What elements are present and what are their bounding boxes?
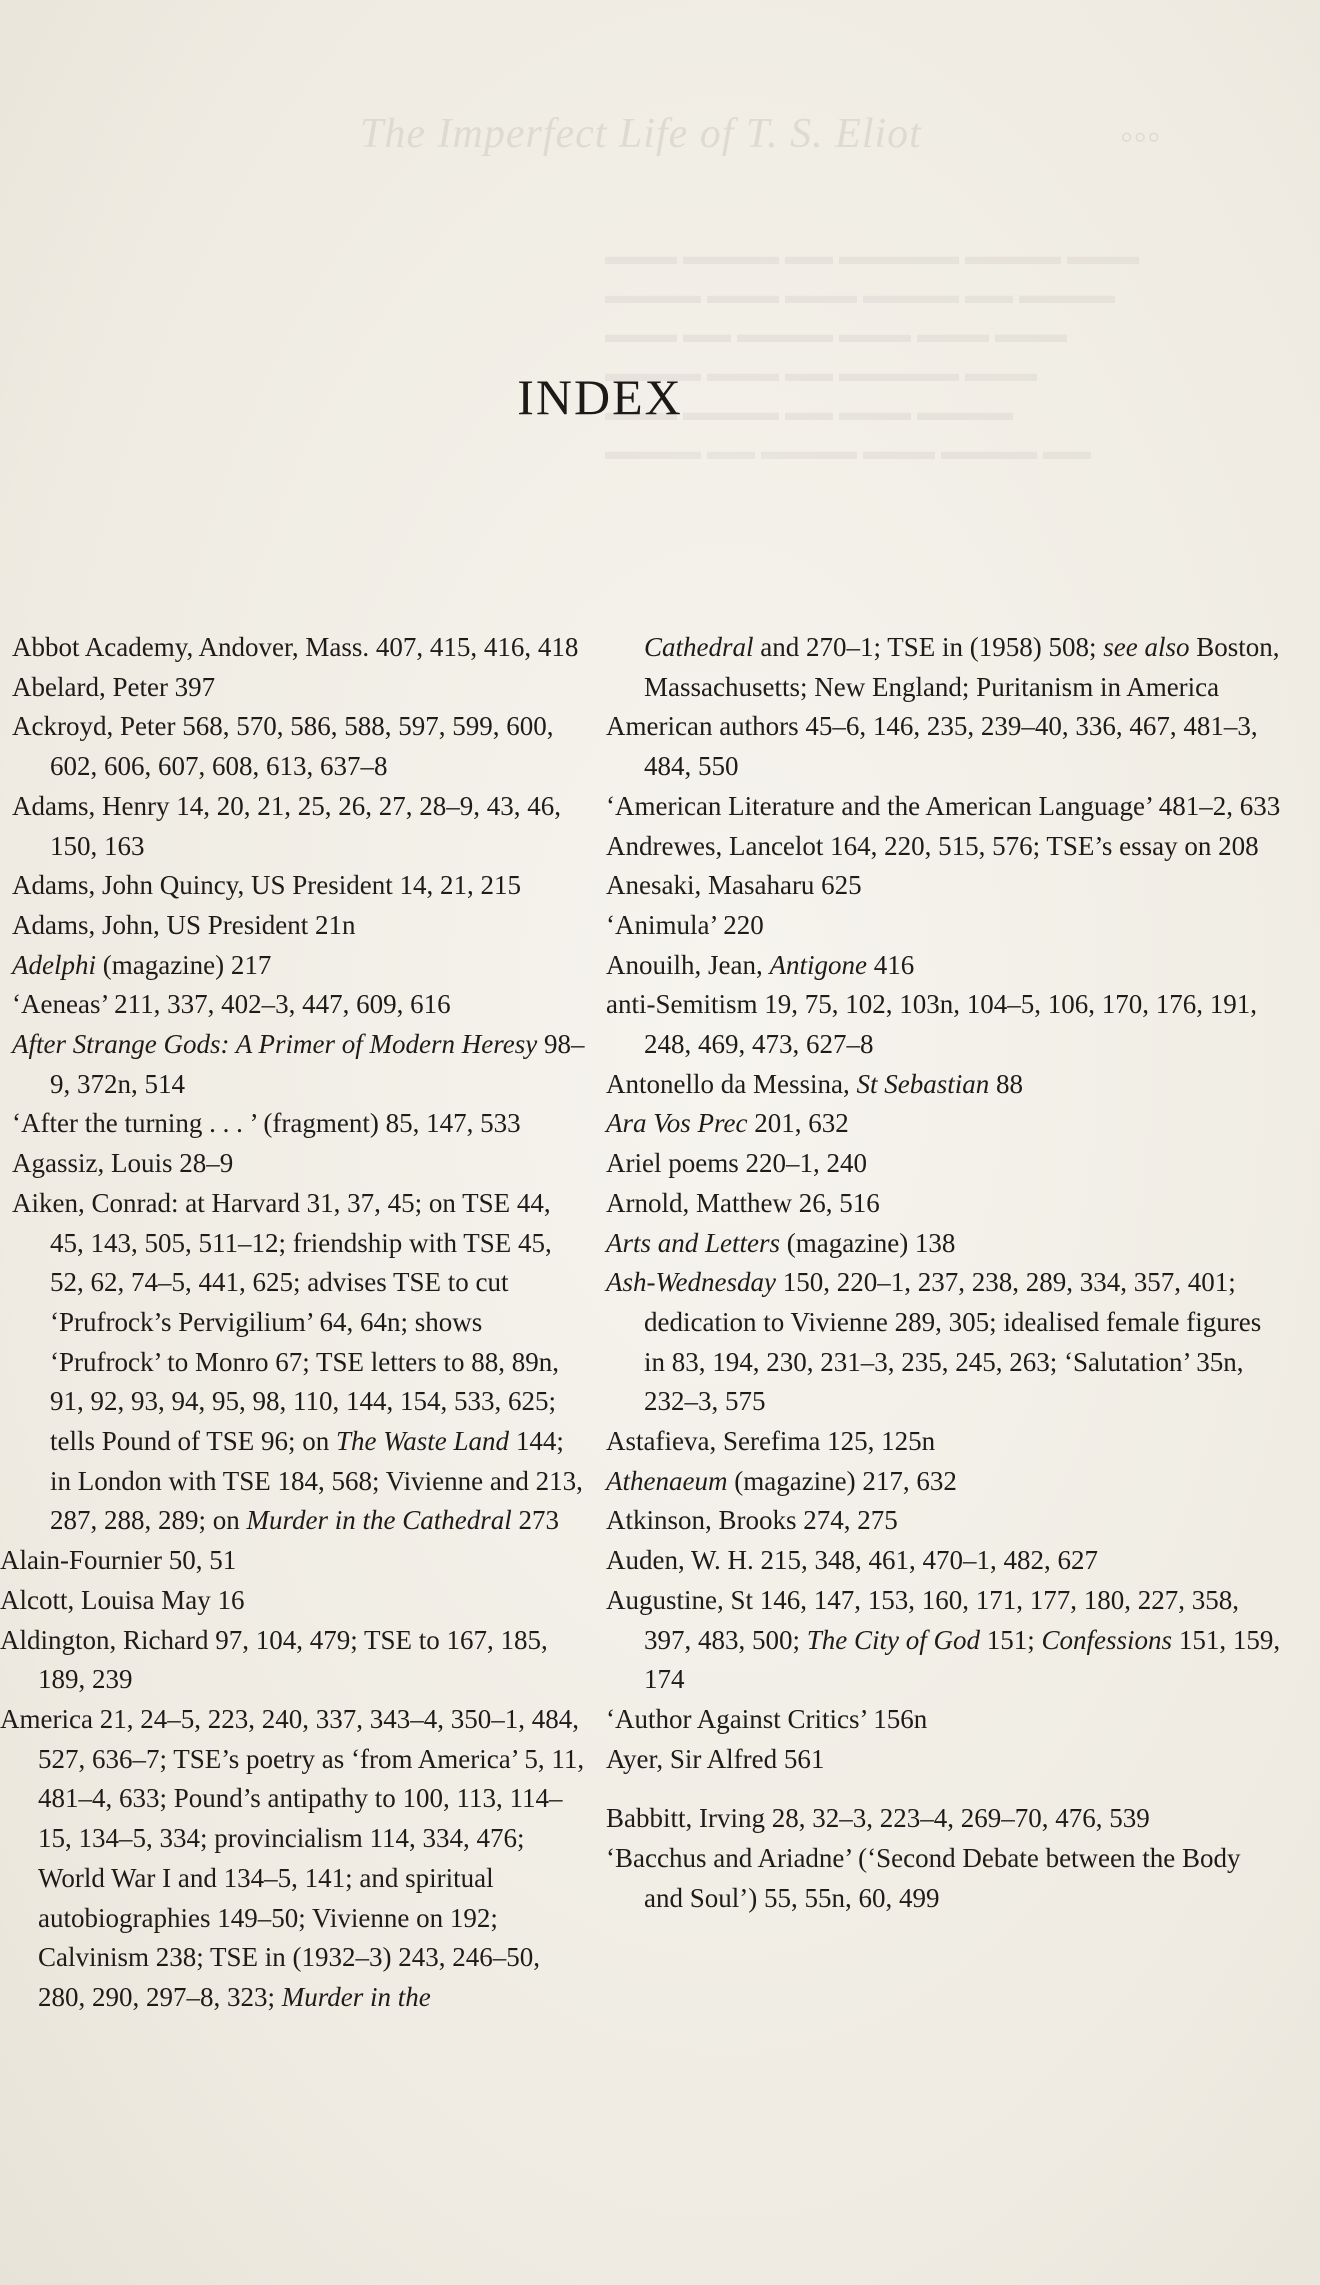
index-entry-ackroyd bbox=[12, 707, 587, 786]
index-entry-text: (magazine) 217, 632 bbox=[727, 1465, 957, 1496]
index-entry-alcott bbox=[0, 1581, 587, 1621]
index-letter-gap bbox=[606, 1779, 1286, 1799]
index-entry-text: Ackroyd, Peter 568, 570, 586, 588, 597, 599, 600, 602, 606, 607, 608, 613, 637–8 bbox=[12, 711, 554, 782]
index-entry-text: Aldington, Richard 97, 104, 479; TSE to 167, 185, 189, 239 bbox=[0, 1624, 548, 1695]
index-entry-bacchus bbox=[606, 1839, 1286, 1918]
index-right-column bbox=[606, 628, 1286, 1919]
index-entry-text: Murder in the Cathedral bbox=[246, 1505, 512, 1536]
index-entry-adelphi bbox=[12, 946, 587, 986]
index-entry-alain bbox=[0, 1541, 587, 1581]
index-entry-text: ‘Author Against Critics’ 156n bbox=[606, 1703, 928, 1734]
index-entry-text: 416 bbox=[866, 949, 915, 980]
index-entry-text: Anesaki, Masaharu 625 bbox=[606, 870, 862, 901]
index-entry-text: American authors 45–6, 146, 235, 239–40, 336, 467, 481–3, 484, 550 bbox=[606, 711, 1258, 782]
index-entry-text: Aiken, Conrad: at Harvard 31, 37, 45; on TSE 44, 45, 143, 505, 511–12; friendship with TSE 45, 52, 62, 74–5, 441, 625; advises TSE to cut ‘Prufrock’s Pervigilium’ 64, 64n; shows ‘Prufrock’ to Monro 67; TSE letters to 88, 89n, 91, 92, 93, 94, 95, 98, 110, 144, 154, 533, 625; tells Pound of TSE 96; on bbox=[12, 1187, 559, 1457]
index-entry-text: Antonello da Messina, bbox=[606, 1068, 857, 1099]
index-entry-text: 201, 632 bbox=[747, 1108, 849, 1139]
index-entry-text: Alcott, Louisa May 16 bbox=[0, 1584, 245, 1615]
index-entry-andrewes bbox=[606, 827, 1286, 867]
index-entry-text: Arts and Letters bbox=[606, 1227, 781, 1258]
index-entry-text: Astafieva, Serefima 125, 125n bbox=[606, 1426, 936, 1457]
index-entry-text: Babbitt, Irving 28, 32–3, 223–4, 269–70, 476, 539 bbox=[606, 1803, 1150, 1834]
index-entry-text: Adams, John, US President 21n bbox=[12, 909, 356, 940]
index-entry-text: ‘American Literature and the American Language’ 481–2, 633 bbox=[606, 790, 1281, 821]
index-entry-text: 273 bbox=[511, 1505, 559, 1536]
index-entry-text: America 21, 24–5, 223, 240, 337, 343–4, 350–1, 484, 527, 636–7; TSE’s poetry as ‘from America’ 5, 11, 481–4, 633; Pound’s antipathy to 100, 113, 114–15, 134–5, 334; provincialism 114, 334, 476; World War I and 134–5, 141; and spiritual autobiographies 149–50; Vivienne on 192; Calvinism 238; TSE in (1932–3) 243, 246–50, 280, 290, 297–8, 323; bbox=[0, 1703, 585, 2012]
index-entry-anouilh bbox=[606, 946, 1286, 986]
index-entry-text: Adams, Henry 14, 20, 21, 25, 26, 27, 28–9, 43, 46, 150, 163 bbox=[12, 790, 561, 861]
index-entry-am-lit bbox=[606, 787, 1286, 827]
index-entry-text: Abelard, Peter 397 bbox=[12, 671, 216, 702]
index-entry-america-cont bbox=[606, 628, 1286, 707]
index-entry-ara-vos bbox=[606, 1104, 1286, 1144]
index-entry-text: Auden, W. H. 215, 348, 461, 470–1, 482, 627 bbox=[606, 1545, 1098, 1576]
index-entry-ariel bbox=[606, 1144, 1286, 1184]
index-entry-arnold bbox=[606, 1184, 1286, 1224]
index-entry-augustine bbox=[606, 1581, 1286, 1700]
index-entry-text: see also bbox=[1103, 632, 1190, 662]
index-entry-text: Arnold, Matthew 26, 516 bbox=[606, 1187, 880, 1218]
index-entry-text: Augustine, St 146, 147, 153, 160, 171, 177, 180, 227, 358, 397, 483, 500; bbox=[606, 1584, 1240, 1655]
index-entry-text: Ayer, Sir Alfred 561 bbox=[606, 1743, 825, 1774]
index-entry-text: Adams, John Quincy, US President 14, 21, 215 bbox=[12, 870, 521, 901]
index-entry-after-strange bbox=[12, 1025, 587, 1104]
index-entry-babbitt bbox=[606, 1799, 1286, 1839]
index-entry-text: 150, 220–1, 237, 238, 289, 334, 357, 401; dedication to Vivienne 289, 305; idealised female figures in 83, 194, 230, 231–3, 235, 245, 263; ‘Salutation’ 35n, 232–3, 575 bbox=[644, 1267, 1262, 1417]
index-entry-abbot bbox=[12, 628, 587, 668]
index-entry-text: Boston, Massachusetts; New England; Puritanism in America bbox=[644, 632, 1280, 702]
index-entry-aiken bbox=[12, 1184, 587, 1541]
show-through-running-header: The Imperfect Life of T. S. Eliot bbox=[360, 111, 922, 157]
index-entry-text: St Sebastian bbox=[856, 1068, 990, 1099]
index-entry-text: ‘Bacchus and Ariadne’ (‘Second Debate between the Body and Soul’) 55, 55n, 60, 499 bbox=[606, 1843, 1241, 1913]
index-entry-text: Athenaeum bbox=[606, 1465, 728, 1496]
index-entry-anti-semitism bbox=[606, 985, 1286, 1064]
index-entry-text: Andrewes, Lancelot 164, 220, 515, 576; TSE’s essay on 208 bbox=[606, 830, 1259, 861]
index-entry-text: ‘Animula’ 220 bbox=[606, 909, 764, 940]
index-entry-adams-henry bbox=[12, 787, 587, 866]
show-through-page-number: ◦◦◦ bbox=[1120, 116, 1161, 158]
index-left-column bbox=[0, 628, 587, 2018]
index-entry-atkinson bbox=[606, 1501, 1286, 1541]
index-entry-ayer bbox=[606, 1740, 1286, 1780]
index-entry-text: 98–9, 372n, 514 bbox=[50, 1029, 585, 1099]
index-entry-text: 88 bbox=[989, 1068, 1023, 1099]
index-entry-text: Agassiz, Louis 28–9 bbox=[12, 1148, 234, 1179]
index-entry-athenaeum bbox=[606, 1462, 1286, 1502]
index-entry-auden bbox=[606, 1541, 1286, 1581]
index-entry-aeneas bbox=[12, 985, 587, 1025]
show-through-text: ▬▬▬ ▬▬▬▬ ▬▬ ▬▬▬▬▬ ▬▬▬▬ ▬▬▬ ▬▬▬▬ ▬▬▬ ▬▬▬ ▬▬▬▬ ▬▬ ▬▬▬▬ ▬▬▬ ▬▬ ▬▬▬▬ ▬▬▬ ▬▬▬ ▬▬▬ ▬▬▬▬ ▬▬▬ ▬▬ ▬▬▬▬▬ ▬▬▬ ▬▬▬ ▬▬▬▬ ▬▬ ▬▬▬ ▬▬▬▬ ▬▬▬▬ ▬▬ ▬▬▬▬ ▬▬▬ ▬▬▬▬ ▬▬ bbox=[605, 244, 1139, 465]
index-entry-arts-letters bbox=[606, 1224, 1286, 1264]
index-entry-text: Atkinson, Brooks 274, 275 bbox=[606, 1505, 898, 1536]
index-entry-am-authors bbox=[606, 707, 1286, 786]
index-entry-text: Adelphi bbox=[12, 949, 96, 980]
index-entry-ash-wed bbox=[606, 1263, 1286, 1422]
index-entry-america bbox=[0, 1700, 587, 2018]
index-entry-text: The City of God bbox=[806, 1624, 981, 1655]
index-entry-anesaki bbox=[606, 866, 1286, 906]
index-entry-antonello bbox=[606, 1065, 1286, 1105]
index-title: INDEX bbox=[517, 369, 683, 425]
index-entry-animula bbox=[606, 906, 1286, 946]
index-entry-text: Anouilh, Jean, bbox=[606, 949, 770, 980]
index-entry-text: The Waste Land bbox=[336, 1426, 510, 1457]
index-entry-text: Antigone bbox=[769, 949, 867, 980]
index-entry-after-turning bbox=[12, 1104, 587, 1144]
index-entry-astafieva bbox=[606, 1422, 1286, 1462]
index-entry-text: anti-Semitism 19, 75, 102, 103n, 104–5, 106, 170, 176, 191, 248, 469, 473, 627–8 bbox=[606, 989, 1257, 1060]
index-entry-text: After Strange Gods: A Primer of Modern Heresy bbox=[12, 1029, 538, 1060]
index-entry-text: (magazine) 138 bbox=[780, 1227, 956, 1258]
index-entry-aldington bbox=[0, 1621, 587, 1700]
index-entry-text: Ash-Wednesday bbox=[606, 1267, 776, 1298]
index-entry-agassiz bbox=[12, 1144, 587, 1184]
index-entry-text: (magazine) 217 bbox=[95, 949, 272, 980]
index-entry-text: ‘Aeneas’ 211, 337, 402–3, 447, 609, 616 bbox=[12, 989, 451, 1020]
index-entry-text: Murder in the bbox=[281, 1981, 431, 2012]
index-entry-text: Alain-Fournier 50, 51 bbox=[0, 1545, 237, 1576]
index-entry-text: Ariel poems 220–1, 240 bbox=[606, 1148, 867, 1179]
index-entry-text: and 270–1; TSE in (1958) 508; bbox=[753, 632, 1104, 662]
index-entry-text: Ara Vos Prec bbox=[606, 1108, 748, 1139]
index-entry-author-against bbox=[606, 1700, 1286, 1740]
index-entry-adams-jq bbox=[12, 866, 587, 906]
index-entry-text: ‘After the turning . . . ’ (fragment) 85, 147, 533 bbox=[12, 1108, 521, 1139]
index-entry-adams-john bbox=[12, 906, 587, 946]
index-entry-text: Abbot Academy, Andover, Mass. 407, 415, 416, 418 bbox=[12, 632, 579, 662]
index-entry-text: Cathedral bbox=[644, 632, 754, 662]
index-entry-text: 151, 159, 174 bbox=[644, 1624, 1281, 1695]
index-entry-abelard bbox=[12, 668, 587, 708]
index-entry-text: 151; bbox=[980, 1624, 1042, 1655]
index-entry-text: 144; in London with TSE 184, 568; Vivienne and 213, 287, 288, 289; on bbox=[50, 1426, 583, 1536]
index-entry-text: Confessions bbox=[1041, 1624, 1173, 1655]
